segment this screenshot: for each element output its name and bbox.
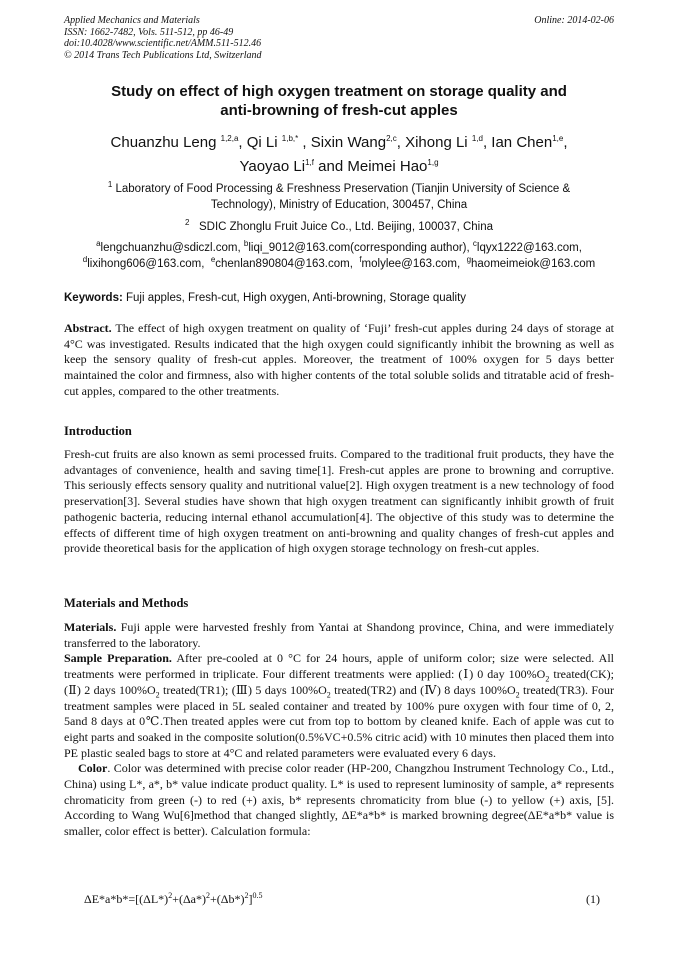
- paragraph-text: After pre-cooled at 0 °C for 24 hours, apple of uniform color; size were selected. All treatments were performed in triplicate. Four different treatments were applied: (Ⅰ) 0 day 100%O: [64, 651, 614, 682]
- equation-exponent: 2: [206, 891, 210, 900]
- online-date: Online: 2014-02-06: [534, 15, 614, 26]
- email: haomeimeiok@163.com: [471, 258, 596, 270]
- abstract: [64, 321, 614, 400]
- author-name: Sixin Wang: [310, 134, 387, 151]
- introduction-body: [64, 447, 614, 557]
- materials-methods-body: [64, 620, 614, 840]
- equation-exponent: 2: [168, 891, 173, 900]
- equation-exponent: 2: [244, 891, 249, 900]
- author-sep: ,: [563, 134, 568, 151]
- paragraph-text: . Color was determined with precise color reader (HP-200, Changzhou Instrument Technology Co., Ltd., China) using L*, a*, b* value indicate product quality. L* is used to represent luminosity of sample, a* represents chromaticity from green (-) to red (+) axis, b* represents chromaticity from blue (-) to yellow (+) axis, [5]. According to Wang Wu[6]method that changed slightly, ΔE*a*b* is marked browning degree(ΔE*a*b* value is smaller, color effect is better). Calculation formula:: [64, 761, 614, 839]
- email-line-1: [64, 240, 614, 256]
- journal-header: [64, 15, 262, 61]
- email: lqyx1222@163.com,: [476, 242, 582, 254]
- equation-part: ΔE*a*b*=[(ΔL*): [84, 892, 169, 906]
- author-name: Xihong Li: [405, 134, 468, 151]
- copyright: © 2014 Trans Tech Publications Ltd, Switzerland: [64, 49, 262, 61]
- keywords: [64, 290, 614, 306]
- author-line-2: [64, 155, 614, 179]
- section-heading-introduction: Introduction: [64, 424, 132, 438]
- author-name: Chuanzhu Leng: [110, 134, 217, 151]
- title-line-1: Study on effect of high oxygen treatment on storage quality and: [111, 83, 567, 100]
- author-name: Yaoyao Li: [239, 158, 306, 175]
- email: lixihong606@163.com,: [87, 258, 208, 270]
- author-sup: 1,e: [552, 134, 564, 143]
- journal-name: Applied Mechanics and Materials: [64, 15, 200, 26]
- equation-number: (1): [586, 892, 600, 906]
- subscript: 2: [155, 690, 160, 700]
- author-list: [64, 131, 614, 179]
- email-sup: a: [96, 239, 101, 249]
- author-sep: ,: [482, 134, 492, 151]
- equation-part: ]: [248, 892, 253, 906]
- email-sup: e: [210, 255, 216, 265]
- author-sup: 1,2,a: [220, 134, 239, 143]
- email-sup: f: [359, 255, 362, 265]
- paragraph: Fresh-cut fruits are also known as semi processed fruits. Compared to the traditional fruit products, they have the advantages of convenience, health and saving time[1]. Fresh-cut apples are prone to browning and corruptive. This seriously effects sensory quality and nutritional value[2]. High oxygen treatment is a new technology of food preservation[3]. Several studies have shown that high oxygen treatment can significantly inhibit growth of fruit pathogenic bacteria, reducing internal ethanol accumulation[4]. The objective of this study was to determine the effects of different time of high oxygen treatment on anti-browning and quality changes of fresh-cut apples and provide theoretical basis for the application of high oxygen storage technology on fresh-cut apples.: [64, 447, 614, 556]
- author-emails: [64, 240, 614, 272]
- email-line-2: [64, 256, 614, 272]
- affiliation-1: [64, 181, 614, 213]
- affiliation-text: SDIC Zhonglu Fruit Juice Co., Ltd. Beijing, 100037, China: [198, 221, 494, 233]
- author-sep: and: [313, 158, 348, 175]
- affiliation-text: Technology), Ministry of Education, 300457, China: [210, 199, 468, 211]
- author-name: Meimei Hao: [347, 158, 428, 175]
- abstract-label: Abstract.: [64, 321, 112, 335]
- run-in-heading: Color: [78, 761, 108, 776]
- author-name: Ian Chen: [491, 134, 553, 151]
- author-sup: 2,c: [386, 134, 397, 143]
- abstract-text: The effect of high oxygen treatment on quality of ‘Fuji’ fresh-cut apples during 24 days of storage at 4°C was investigated. Results indicated that the high oxygen could significantly inhibit the browning as well as keep the sensory quality of fresh-cut apples. Moreover, the treatment of 100% oxygen for 5 days better maintained the color and firmness, also with higher contents of the total soluble solids and titratable acid of fresh-cut apples, compared to the other treatments.: [64, 321, 614, 398]
- affiliation-number: 1: [107, 180, 113, 190]
- issn: ISSN: 1662-7482, Vols. 511-512, pp 46-49: [64, 26, 234, 38]
- paragraph-text: treated(CK); (Ⅱ) 2 days 100%O: [64, 667, 614, 697]
- email-sup: g: [466, 255, 472, 265]
- paper-title: [64, 82, 614, 120]
- author-sup: 1,f: [305, 158, 314, 167]
- author-sup: 1,g: [427, 158, 439, 167]
- email: molylee@163.com,: [361, 258, 464, 270]
- author-sep: ,: [298, 134, 311, 151]
- affiliation-number: 2: [184, 218, 190, 228]
- doi: doi:10.4028/www.scientific.net/AMM.511-512.46: [64, 38, 262, 49]
- email: chenlan890804@163.com,: [215, 258, 357, 270]
- subscript: 2: [515, 690, 520, 700]
- equation-exponent: 0.5: [252, 891, 263, 900]
- author-sep: ,: [396, 134, 406, 151]
- author-sup: 1,d: [471, 134, 483, 143]
- paragraph-color: [64, 761, 614, 840]
- email-sup: c: [472, 239, 477, 249]
- affiliation-text: Laboratory of Food Processing & Freshness Preservation (Tianjin University of Science &: [115, 183, 571, 195]
- keywords-text: Fuji apples, Fresh-cut, High oxygen, Anti-browning, Storage quality: [122, 292, 467, 304]
- paragraph-text: treated(TR3). Four treatment samples were placed in 5L sealed container and treated by 100% pure oxygen with four time of 0, 2, 5and 8 days at 0℃.Then treated apples were cut from top to bottom by cleaned knife. Each of apple was cut to eight parts and soaked in the composite solution(0.5%VC+0.5% citric acid) with 10 minutes then placed them into PE plastic sealed bags to store at 4°C and related parameters were evaluated every 6 days.: [64, 682, 615, 760]
- subscript: 2: [326, 690, 331, 700]
- paragraph-materials: [64, 620, 614, 651]
- equation-1: [84, 892, 262, 907]
- run-in-heading: Materials.: [64, 620, 117, 634]
- paragraph-text: treated(TR2) and (Ⅳ) 8 days 100%O: [330, 682, 516, 697]
- author-line-1: [64, 131, 614, 155]
- equation-part: +(Δb*): [210, 892, 245, 906]
- email-sup: d: [82, 255, 88, 265]
- subscript: 2: [545, 674, 550, 684]
- title-line-2: anti-browning of fresh-cut apples: [220, 102, 458, 119]
- email: liqi_9012@163.com(corresponding author),: [248, 242, 473, 254]
- email: lengchuanzhu@sdiczl.com,: [100, 242, 244, 254]
- run-in-heading: Sample Preparation.: [64, 651, 172, 666]
- keywords-label: Keywords:: [64, 292, 123, 304]
- author-sup: 1,b,*: [281, 134, 299, 143]
- section-heading-materials-methods: Materials and Methods: [64, 596, 189, 610]
- email-sup: b: [243, 239, 249, 249]
- author-sep: ,: [238, 134, 247, 151]
- affiliation-2: [64, 219, 614, 235]
- equation-part: +(Δa*): [172, 892, 206, 906]
- paragraph-sample-preparation: [64, 651, 614, 761]
- author-name: Qi Li: [246, 134, 278, 151]
- paragraph-text: Fuji apple were harvested freshly from Yantai at Shandong province, China, and were immediately transferred to the laboratory.: [64, 620, 614, 650]
- paragraph-text: treated(TR1); (Ⅲ) 5 days 100%O: [159, 682, 327, 697]
